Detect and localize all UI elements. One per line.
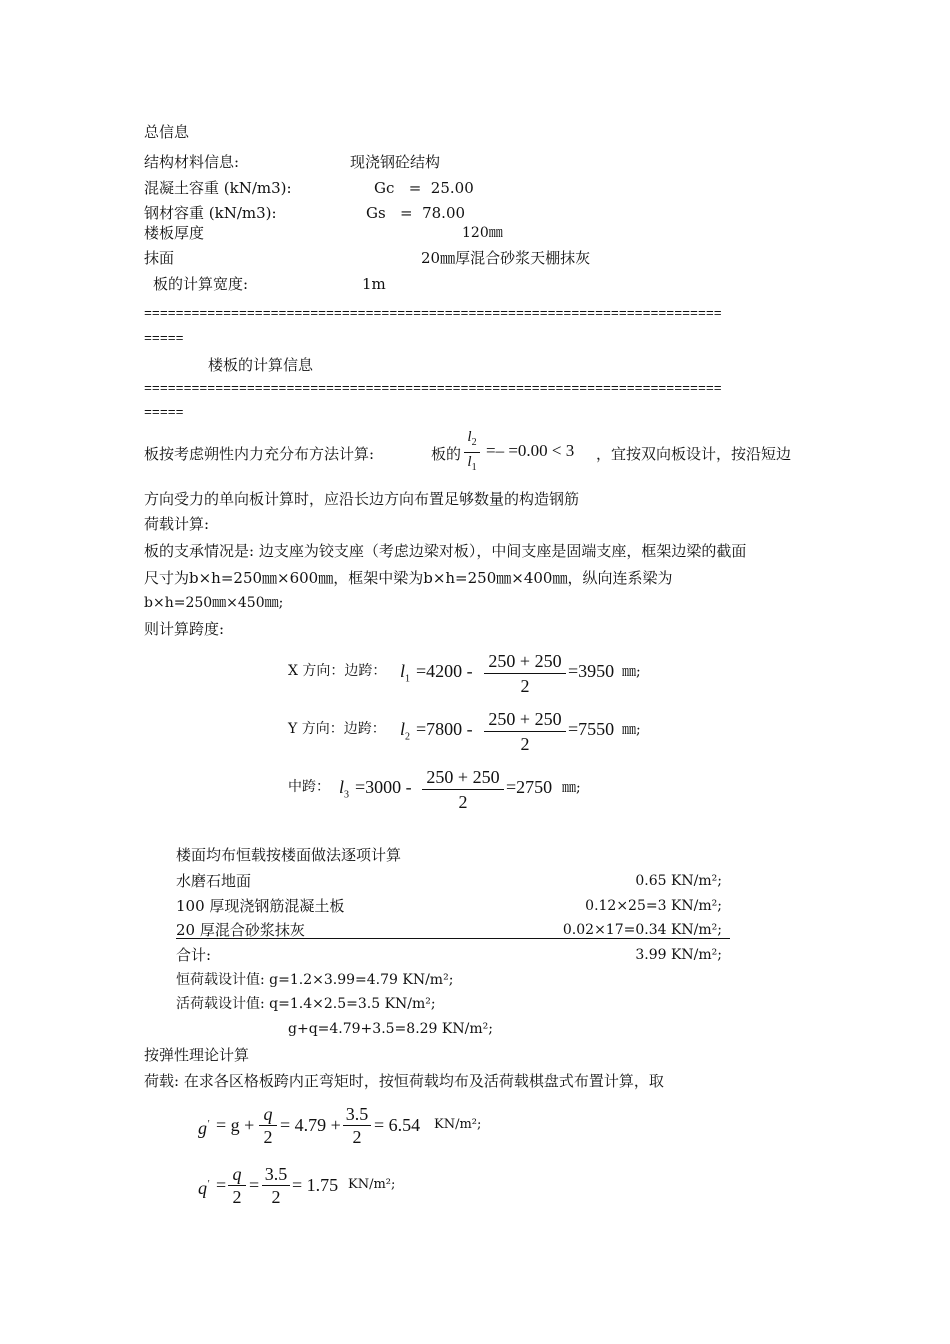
- span-mid-num: 250 + 250: [426, 767, 500, 787]
- span-mid-fraction: [422, 765, 504, 814]
- g-prime-frac1: [259, 1103, 277, 1148]
- span-y-result: =7550: [568, 719, 615, 739]
- span-x-expr: =4200 -: [416, 661, 473, 681]
- method-line-2: 方向受力的单向板计算时，应沿长边方向布置足够数量的构造钢筋: [144, 490, 580, 508]
- q-prime-result: = 1.75: [292, 1175, 339, 1195]
- elastic-load-line: 荷载: 在求各区格板跨内正弯矩时，按恒荷载均布及活荷载棋盘式布置计算，取: [144, 1072, 664, 1090]
- separator-tail-2: =====: [144, 405, 184, 420]
- ratio-den-sub: 1: [471, 462, 477, 473]
- method-rest-1: ，宜按双向板设计，按沿短边: [596, 445, 792, 463]
- material-label: 结构材料信息:: [144, 153, 240, 171]
- calc-width-value: 1m: [362, 275, 386, 293]
- calc-width-label: 板的计算宽度:: [153, 275, 249, 293]
- span-mid-unit: ㎜;: [562, 780, 581, 796]
- q-prime-eq2: =: [249, 1175, 260, 1195]
- g-prime-f1-num: q: [263, 1104, 273, 1124]
- span-x-var: $l_1$: [400, 661, 411, 685]
- g-prime-eq1: = g +: [216, 1115, 255, 1135]
- span-y-den: 2: [520, 734, 530, 754]
- sum-rule: [176, 938, 730, 939]
- span-x-unit: ㎜;: [622, 664, 641, 680]
- dead-load-item-1: 水磨石地面: [176, 872, 252, 890]
- g-prime-f2-den: 2: [352, 1127, 362, 1147]
- ratio-tail: =– =0.00 < 3: [486, 441, 575, 460]
- ratio-num-sub: 2: [471, 437, 477, 448]
- section-title: 楼板的计算信息: [208, 356, 314, 374]
- concrete-density-value: Gc = 25.00: [374, 179, 474, 197]
- g-prime-lhs: g': [198, 1118, 210, 1138]
- q-design-line: 活荷载设计值: q=1.4×2.5=3.5 KN/m²;: [176, 996, 436, 1012]
- q-prime-f1-num: q: [232, 1164, 242, 1184]
- dead-load-item-2: 100 厚现浇钢筋混凝土板: [176, 897, 345, 915]
- ratio-num: l: [467, 429, 472, 445]
- slab-thickness-label: 楼板厚度: [144, 224, 205, 242]
- q-prime-lhs: q': [198, 1178, 210, 1198]
- g-prime-frac2: [343, 1103, 371, 1148]
- span-x-prefix: X 方向：边跨：: [288, 663, 387, 679]
- dead-load-item-3: 20 厚混合砂浆抹灰: [176, 921, 305, 939]
- dead-load-value-2: 0.12×25=3 KN/m²;: [585, 898, 722, 914]
- plaster-value: 20㎜厚混合砂浆天棚抹灰: [421, 249, 591, 267]
- q-prime-f2-num: 3.5: [264, 1164, 288, 1184]
- q-prime-unit: KN/m²;: [348, 1177, 396, 1192]
- gq-sum-line: g+q=4.79+3.5=8.29 KN/m²;: [288, 1021, 493, 1037]
- dead-load-item-4: 合计:: [176, 946, 212, 964]
- support-line-1: 板的支承情况是: 边支座为铰支座（考虑边梁对板），中间支座是固端支座，框架边梁的截面: [144, 542, 747, 560]
- q-prime-frac1: [228, 1163, 246, 1208]
- general-title: 总信息: [144, 123, 190, 141]
- g-prime-result: = 6.54: [374, 1115, 421, 1135]
- span-mid-prefix: 中跨：: [288, 779, 330, 795]
- support-line-3: b×h=250㎜×450㎜;: [144, 595, 284, 611]
- span-y-num: 250 + 250: [488, 709, 562, 729]
- g-prime-unit: KN/m²;: [434, 1117, 482, 1132]
- span-y-prefix: Y 方向：边跨：: [288, 721, 386, 737]
- concrete-density-label: 混凝土容重 (kN/m3):: [144, 179, 292, 197]
- method-lead: 板按考虑朔性内力充分布方法计算:: [144, 445, 375, 463]
- support-line-2: 尺寸为b×h=250㎜×600㎜，框架中梁为b×h=250㎜×400㎜，纵向连系梁为: [144, 569, 673, 587]
- separator-tail-1: =====: [144, 331, 184, 346]
- span-mid-den: 2: [458, 792, 468, 812]
- span-y-fraction: [484, 707, 566, 756]
- span-y-expr: =7800 -: [416, 719, 473, 739]
- separator-line-1: =========================================================================: [144, 306, 722, 321]
- span-mid-expr: =3000 -: [355, 777, 412, 797]
- g-prime-f1-den: 2: [263, 1127, 273, 1147]
- span-y-unit: ㎜;: [622, 722, 641, 738]
- span-x-num: 250 + 250: [488, 651, 562, 671]
- g-prime-f2-num: 3.5: [345, 1104, 369, 1124]
- span-y-var: $l_2$: [400, 719, 411, 743]
- dead-load-title: 楼面均布恒载按楼面做法逐项计算: [176, 846, 402, 864]
- plaster-label: 抹面: [144, 249, 175, 267]
- ratio-den: l: [467, 454, 472, 470]
- ratio-fraction: [464, 428, 480, 477]
- span-x-fraction: [484, 649, 566, 698]
- slab-thickness-value: 120㎜: [462, 225, 503, 241]
- span-mid-var: $l_3$: [339, 777, 350, 801]
- steel-density-value: Gs = 78.00: [366, 204, 466, 222]
- dead-load-value-4: 3.99 KN/m²;: [635, 947, 722, 963]
- material-value: 现浇钢砼结构: [350, 153, 441, 171]
- q-prime-f2-den: 2: [271, 1187, 281, 1207]
- g-prime-eq2: = 4.79 +: [280, 1115, 341, 1135]
- q-prime-frac2: [262, 1163, 290, 1208]
- load-calc-title: 荷载计算:: [144, 515, 210, 533]
- span-title: 则计算跨度:: [144, 620, 225, 638]
- g-design-line: 恒荷载设计值: g=1.2×3.99=4.79 KN/m²;: [176, 972, 454, 988]
- dead-load-value-3: 0.02×17=0.34 KN/m²;: [562, 922, 722, 938]
- elastic-title: 按弹性理论计算: [144, 1046, 250, 1064]
- span-mid-result: =2750: [506, 777, 553, 797]
- steel-density-label: 钢材容重 (kN/m3):: [144, 204, 277, 222]
- separator-line-2: =========================================================================: [144, 381, 722, 396]
- ratio-prefix: 板的: [431, 445, 462, 463]
- span-x-result: =3950: [568, 661, 615, 681]
- dead-load-value-1: 0.65 KN/m²;: [635, 873, 722, 889]
- q-prime-f1-den: 2: [232, 1187, 242, 1207]
- span-x-den: 2: [520, 676, 530, 696]
- q-prime-eq1: =: [216, 1175, 227, 1195]
